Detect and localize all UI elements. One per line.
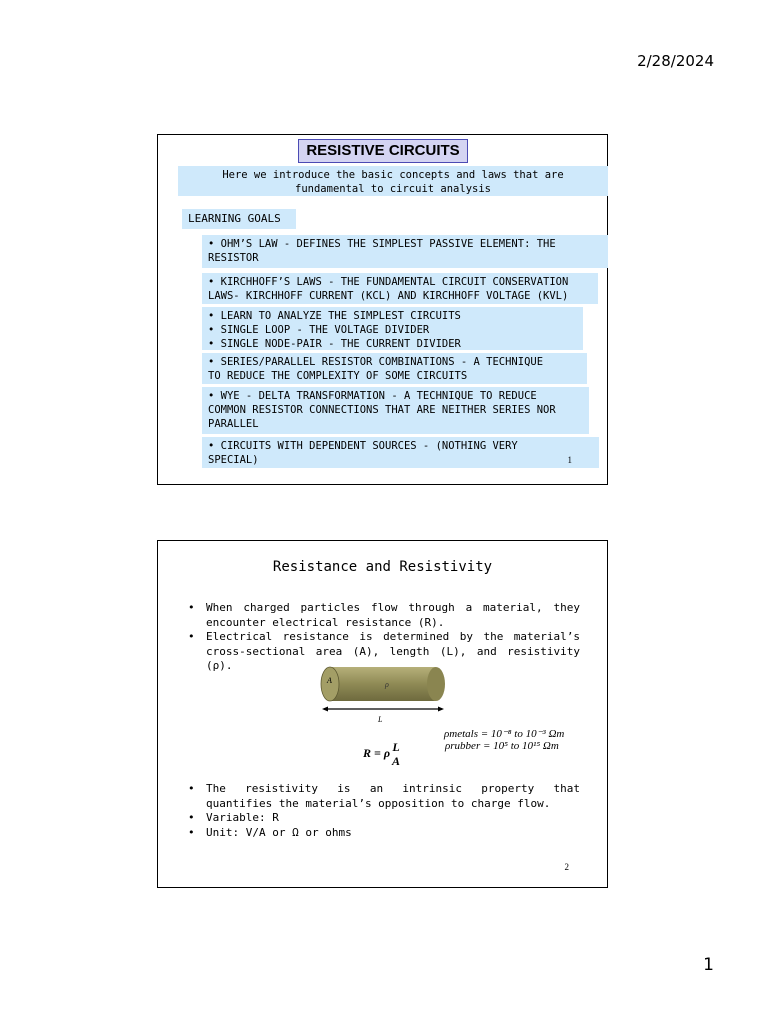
bullet-line: cross-sectional area (A), length (L), and resistivity [206, 644, 580, 658]
goal-line: LAWS- KIRCHHOFF CURRENT (KCL) AND KIRCHHOFF VOLTAGE (KVL) [208, 290, 569, 302]
resistance-formula [363, 740, 400, 768]
formula-fraction [392, 740, 400, 768]
label-length: L [378, 715, 383, 724]
goal-line: SPECIAL) [208, 454, 259, 466]
bullet-item [186, 826, 580, 841]
intro-box [178, 166, 608, 196]
arrow-head-left [322, 707, 328, 712]
bullet-line: • The resistivity is an intrinsic property that [206, 782, 580, 795]
goal-ohms-law [202, 235, 608, 268]
goal-line: • SERIES/PARALLEL RESISTOR COMBINATIONS - A TECHNIQUE [208, 356, 544, 368]
bullet-list-bottom [186, 782, 580, 840]
resistor-cylinder-figure [318, 663, 448, 725]
bullet-line: quantifies the material’s opposition to charge flow. [206, 796, 551, 810]
bullet-item [186, 811, 580, 826]
cylinder-body [330, 667, 436, 701]
rho-rubber: ρrubber = 10⁵ to 10¹⁵ Ωm [445, 740, 559, 752]
bullet-line: • Electrical resistance is determined by the material’s [206, 630, 580, 643]
formula-numerator: L [392, 740, 400, 754]
label-resistivity: ρ [385, 680, 389, 689]
goal-line: • CIRCUITS WITH DEPENDENT SOURCES - (NOTHING VERY [208, 440, 518, 452]
goal-line: • KIRCHHOFF’S LAWS - THE FUNDAMENTAL CIRCUIT CONSERVATION [208, 276, 569, 288]
bullet-line: encounter electrical resistance (R). [206, 615, 445, 629]
bullet-item [186, 782, 580, 811]
rho-metals: ρmetals = 10⁻⁸ to 10⁻³ Ωm [444, 728, 565, 740]
goal-line: • OHM’S LAW - DEFINES THE SIMPLEST PASSIVE ELEMENT: THE [208, 238, 556, 250]
intro-line: fundamental to circuit analysis [295, 183, 491, 195]
cylinder-end [427, 667, 445, 701]
goal-line: • LEARN TO ANALYZE THE SIMPLEST CIRCUITS [208, 310, 461, 322]
goal-wye-delta [202, 387, 589, 434]
goal-series-parallel [202, 353, 587, 384]
goal-line: • SINGLE LOOP - THE VOLTAGE DIVIDER [208, 324, 430, 336]
print-date: 2/28/2024 [637, 52, 714, 70]
bullet-line: Unit: V/A or Ω or ohms [206, 825, 352, 839]
bullet-line: • When charged particles flow through a material, they [206, 601, 580, 614]
goal-line: • SINGLE NODE-PAIR - THE CURRENT DIVIDER [208, 338, 461, 350]
slide-title: RESISTIVE CIRCUITS [298, 139, 468, 163]
page-number: 1 [703, 955, 714, 975]
goal-simplest-circuits [202, 307, 583, 350]
learning-goals-label: LEARNING GOALS [182, 209, 296, 229]
goal-line: COMMON RESISTOR CONNECTIONS THAT ARE NEITHER SERIES NOR [208, 404, 556, 416]
slide-number: 2 [564, 862, 569, 872]
formula-denominator: A [392, 754, 401, 768]
goal-line: PARALLEL [208, 418, 259, 430]
label-area: A [327, 676, 332, 685]
bullet-item [186, 601, 580, 630]
slide-number: 1 [567, 455, 572, 465]
bullet-line: (ρ). [206, 659, 233, 672]
goal-line: RESISTOR [208, 252, 259, 264]
arrow-head-right [438, 707, 444, 712]
goal-dependent-sources [202, 437, 599, 468]
goal-kirchhoff-laws [202, 273, 598, 304]
formula-lhs: R = ρ [363, 745, 391, 760]
slide-title: Resistance and Resistivity [272, 559, 493, 575]
intro-line: Here we introduce the basic concepts and laws that are [222, 169, 564, 181]
goal-line: • WYE - DELTA TRANSFORMATION - A TECHNIQUE TO REDUCE [208, 390, 537, 402]
slide-resistance-resistivity [157, 540, 608, 888]
bullet-line: Variable: R [206, 811, 279, 824]
slide-resistive-circuits [157, 134, 608, 485]
goal-line: TO REDUCE THE COMPLEXITY OF SOME CIRCUITS [208, 370, 468, 382]
